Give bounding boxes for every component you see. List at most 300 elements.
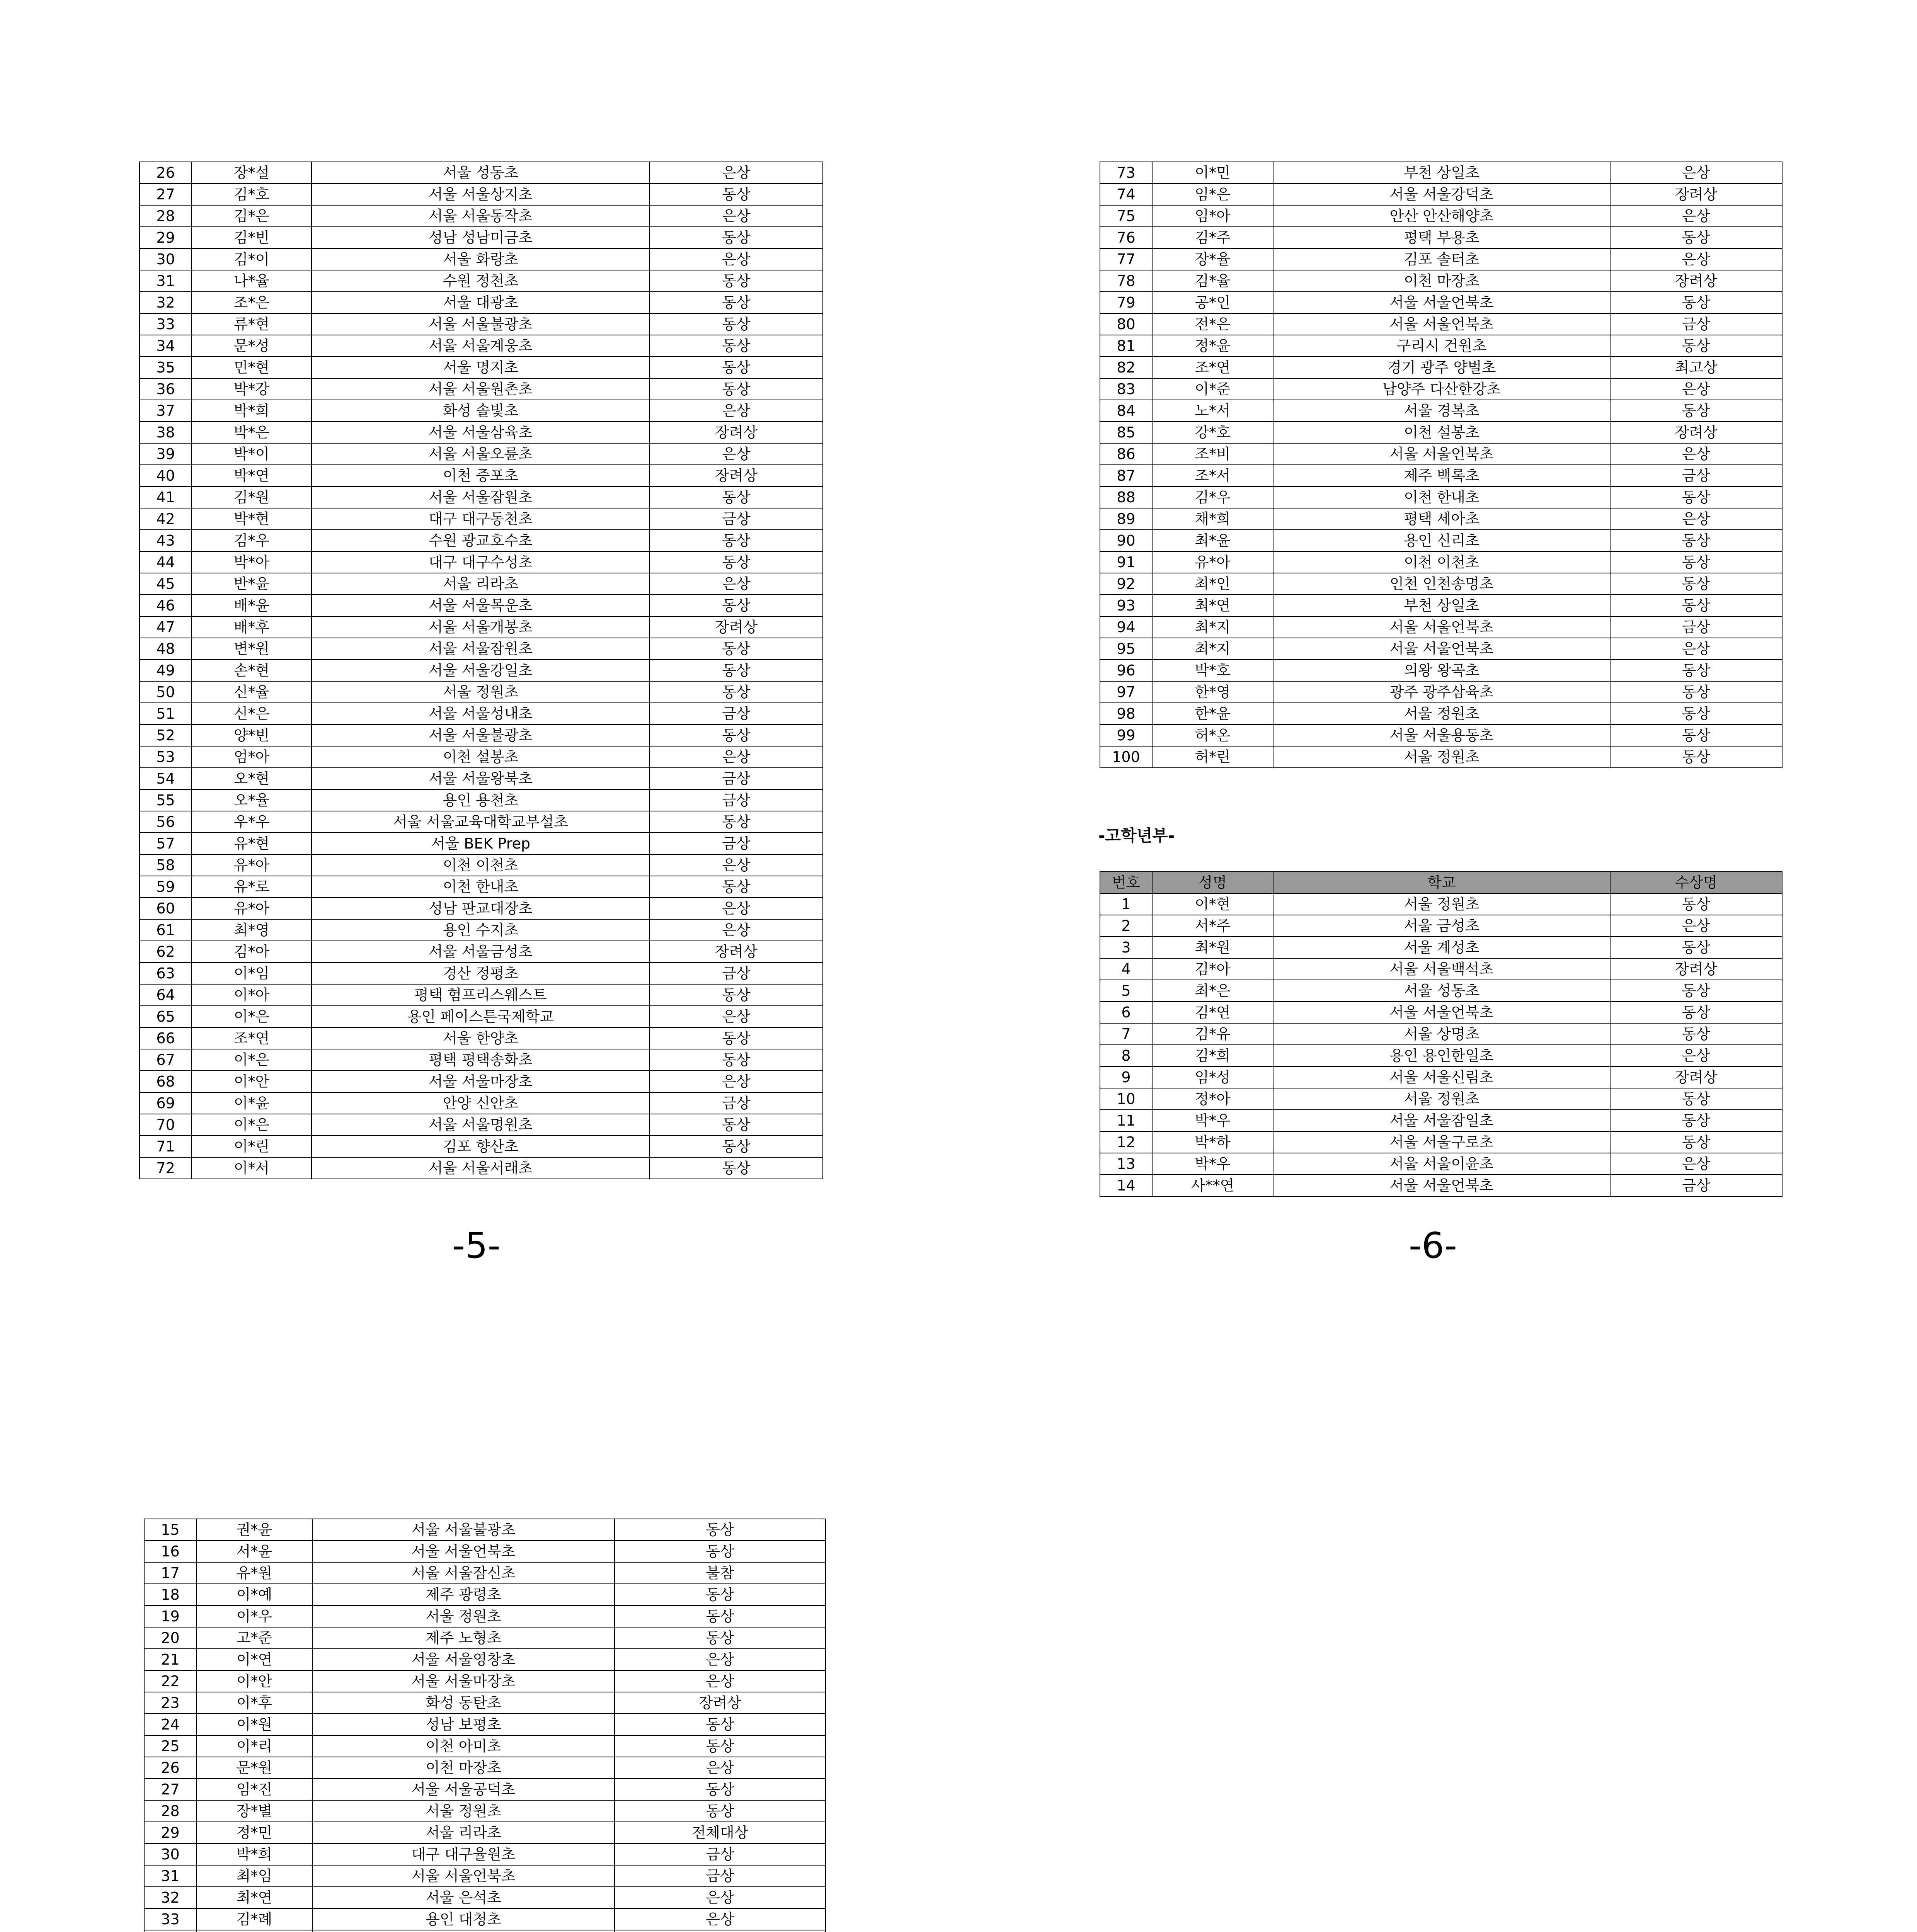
cell-award: 최고상	[1610, 357, 1782, 378]
cell-number: 50	[140, 681, 192, 703]
cell-number: 16	[144, 1541, 196, 1562]
cell-award: 동상	[1610, 1131, 1782, 1153]
cell-name: 유*로	[192, 876, 312, 898]
table-row	[144, 1714, 826, 1735]
cell-name: 조*서	[1152, 465, 1273, 486]
cell-name: 이*우	[196, 1605, 312, 1627]
cell-award: 금상	[650, 789, 823, 811]
cell-school: 서울 서울언북초	[1273, 1175, 1610, 1196]
cell-school: 서울 화랑초	[312, 248, 650, 270]
cell-school: 이천 이천초	[1273, 551, 1610, 573]
table-row	[1100, 205, 1782, 227]
table-row	[140, 941, 823, 963]
cell-award: 은상	[1610, 378, 1782, 400]
cell-name	[196, 1930, 312, 1932]
cell-award: 은상	[650, 205, 823, 227]
cell-school: 평택 부용초	[1273, 227, 1610, 248]
cell-name: 이*임	[192, 963, 312, 984]
cell-award: 은상	[1610, 915, 1782, 937]
cell-name: 이*서	[192, 1157, 312, 1179]
table-row	[140, 292, 823, 313]
table-row	[140, 443, 823, 465]
cell-name: 공*인	[1152, 292, 1273, 313]
cell-number: 56	[140, 811, 192, 833]
cell-name: 박*하	[1152, 1131, 1273, 1153]
cell-number: 38	[140, 422, 192, 443]
cell-school: 용인 수지초	[312, 919, 650, 941]
cell-award: 은상	[1610, 508, 1782, 530]
cell-school: 안양 신안초	[312, 1092, 650, 1114]
cell-school: 이천 설봉초	[1273, 422, 1610, 443]
table-row	[144, 1692, 826, 1714]
page-5	[0, 0, 958, 1355]
table-row	[1100, 313, 1782, 335]
table-row	[144, 1757, 826, 1779]
cell-number: 27	[140, 184, 192, 205]
cell-school: 이천 마장초	[1273, 270, 1610, 292]
cell-award: 동상	[1610, 980, 1782, 1002]
table-row	[1100, 357, 1782, 378]
cell-name: 김*연	[1152, 1002, 1273, 1023]
table-row	[1100, 1066, 1782, 1088]
cell-name: 신*은	[192, 703, 312, 724]
cell-name: 유*아	[192, 854, 312, 876]
cell-award: 금상	[650, 1092, 823, 1114]
cell-number: 44	[140, 551, 192, 573]
table-row	[140, 1092, 823, 1114]
cell-number: 86	[1100, 443, 1152, 465]
cell-award: 장려상	[650, 616, 823, 638]
cell-number: 25	[144, 1735, 196, 1757]
cell-award: 은상	[650, 1071, 823, 1092]
cell-number: 14	[1100, 1175, 1152, 1196]
cell-award: 동상	[1610, 1023, 1782, 1045]
table-row	[1100, 638, 1782, 660]
cell-name: 변*원	[192, 638, 312, 660]
cell-school: 서울 서울언북초	[1273, 443, 1610, 465]
page6-results-table	[1100, 162, 1783, 768]
cell-name: 박*연	[192, 465, 312, 486]
column-header: 학교	[1273, 872, 1610, 893]
table-row	[144, 1779, 826, 1800]
cell-school	[312, 1930, 615, 1932]
cell-name: 박*희	[192, 400, 312, 422]
cell-award: 동상	[1610, 703, 1782, 724]
table-row	[144, 1908, 826, 1930]
cell-award: 동상	[615, 1800, 826, 1822]
cell-number: 11	[1100, 1110, 1152, 1131]
cell-name: 최*임	[196, 1865, 312, 1887]
cell-number: 27	[144, 1779, 196, 1800]
table-row	[140, 919, 823, 941]
cell-number: 93	[1100, 595, 1152, 616]
cell-school: 서울 정원초	[312, 1605, 615, 1627]
cell-award: 동상	[1610, 335, 1782, 357]
cell-number: 75	[1100, 205, 1152, 227]
cell-award: 동상	[650, 1136, 823, 1157]
cell-name: 오*율	[192, 789, 312, 811]
cell-school: 서울 은석초	[312, 1887, 615, 1908]
cell-name: 박*현	[192, 508, 312, 530]
cell-name: 서*윤	[196, 1541, 312, 1562]
cell-number: 77	[1100, 248, 1152, 270]
cell-name: 김*호	[192, 184, 312, 205]
cell-school: 서울 서울언북초	[312, 1865, 615, 1887]
cell-school: 서울 서울불광초	[312, 724, 650, 746]
cell-number: 71	[140, 1136, 192, 1157]
cell-award: 동상	[650, 227, 823, 248]
cell-school: 서울 서울금성초	[312, 941, 650, 963]
table-row	[1100, 1153, 1782, 1175]
cell-name: 한*영	[1152, 681, 1273, 703]
cell-number: 20	[144, 1627, 196, 1649]
cell-name: 임*아	[1152, 205, 1273, 227]
cell-number: 59	[140, 876, 192, 898]
cell-name: 장*별	[196, 1800, 312, 1822]
cell-school: 광주 광주삼육초	[1273, 681, 1610, 703]
cell-school: 평택 평택송화초	[312, 1049, 650, 1071]
table-row	[140, 378, 823, 400]
page-7	[0, 1355, 958, 1932]
cell-number: 6	[1100, 1002, 1152, 1023]
cell-school: 서울 정원초	[1273, 893, 1610, 915]
cell-school: 이천 아미초	[312, 1735, 615, 1757]
cell-award: 은상	[615, 1649, 826, 1670]
cell-number: 33	[140, 313, 192, 335]
cell-name: 조*연	[1152, 357, 1273, 378]
cell-number: 26	[140, 162, 192, 184]
cell-award: 장려상	[1610, 958, 1782, 980]
cell-award: 동상	[1610, 573, 1782, 595]
cell-school: 서울 서울언북초	[312, 1541, 615, 1562]
cell-school: 서울 서울원촌초	[312, 378, 650, 400]
cell-number: 47	[140, 616, 192, 638]
table-row	[140, 768, 823, 789]
cell-name: 박*강	[192, 378, 312, 400]
cell-award: 동상	[1610, 530, 1782, 551]
cell-number: 43	[140, 530, 192, 551]
cell-number: 30	[144, 1844, 196, 1865]
cell-school: 이천 한내초	[1273, 486, 1610, 508]
cell-school: 성남 보평초	[312, 1714, 615, 1735]
table-row	[1100, 1088, 1782, 1110]
cell-number: 79	[1100, 292, 1152, 313]
cell-name: 나*율	[192, 270, 312, 292]
table-row	[1100, 1110, 1782, 1131]
table-row	[1100, 915, 1782, 937]
table-row	[140, 422, 823, 443]
cell-award	[615, 1930, 826, 1932]
cell-number: 34	[140, 335, 192, 357]
cell-name: 배*윤	[192, 595, 312, 616]
cell-number: 40	[140, 465, 192, 486]
cell-number: 69	[140, 1092, 192, 1114]
cell-award: 동상	[650, 1027, 823, 1049]
table-row	[1100, 378, 1782, 400]
cell-school: 서울 서울동작초	[312, 205, 650, 227]
cell-school: 서울 서울불광초	[312, 313, 650, 335]
cell-number: 53	[140, 746, 192, 768]
cell-award: 장려상	[650, 422, 823, 443]
cell-name: 권*윤	[196, 1519, 312, 1541]
cell-school: 안산 안산해양초	[1273, 205, 1610, 227]
cell-school: 화성 동탄초	[312, 1692, 615, 1714]
table-row	[140, 681, 823, 703]
cell-award: 동상	[1610, 292, 1782, 313]
cell-school: 성남 성남미금초	[312, 227, 650, 248]
cell-school: 서울 정원초	[1273, 1088, 1610, 1110]
table-row	[1100, 616, 1782, 638]
cell-award: 은상	[650, 443, 823, 465]
table-row	[140, 854, 823, 876]
cell-school: 서울 서울삼육초	[312, 422, 650, 443]
column-header: 수상명	[1610, 872, 1782, 893]
cell-school: 서울 서울이윤초	[1273, 1153, 1610, 1175]
table-row	[1100, 1002, 1782, 1023]
table-row	[1100, 465, 1782, 486]
cell-school: 이천 이천초	[312, 854, 650, 876]
cell-award: 장려상	[615, 1692, 826, 1714]
table-row	[144, 1584, 826, 1605]
cell-name: 임*진	[196, 1779, 312, 1800]
cell-name: 최*지	[1152, 638, 1273, 660]
cell-name: 유*원	[196, 1562, 312, 1584]
cell-number: 5	[1100, 980, 1152, 1002]
cell-name: 이*후	[196, 1692, 312, 1714]
cell-name: 이*안	[192, 1071, 312, 1092]
cell-number: 81	[1100, 335, 1152, 357]
cell-name: 박*우	[1152, 1153, 1273, 1175]
table-row	[140, 508, 823, 530]
cell-award: 금상	[650, 508, 823, 530]
table-row	[140, 205, 823, 227]
cell-school: 성남 판교대장초	[312, 898, 650, 919]
cell-name: 김*이	[192, 248, 312, 270]
cell-name: 엄*아	[192, 746, 312, 768]
cell-school: 서울 대광초	[312, 292, 650, 313]
cell-school: 서울 한양초	[312, 1027, 650, 1049]
table-row	[140, 1027, 823, 1049]
cell-number: 61	[140, 919, 192, 941]
cell-award: 장려상	[1610, 184, 1782, 205]
cell-school: 서울 서울공덕초	[312, 1779, 615, 1800]
cell-number: 54	[140, 768, 192, 789]
cell-award: 은상	[1610, 1045, 1782, 1066]
cell-school: 서울 서울목운초	[312, 595, 650, 616]
cell-award: 동상	[650, 551, 823, 573]
cell-number: 92	[1100, 573, 1152, 595]
cell-number: 39	[140, 443, 192, 465]
table-row	[140, 227, 823, 248]
cell-award: 동상	[1610, 1110, 1782, 1131]
cell-number: 89	[1100, 508, 1152, 530]
cell-school: 서울 정원초	[1273, 746, 1610, 768]
table-row	[140, 1157, 823, 1179]
table-row	[1100, 443, 1782, 465]
cell-name: 반*윤	[192, 573, 312, 595]
cell-name: 장*설	[192, 162, 312, 184]
cell-name: 오*현	[192, 768, 312, 789]
table-row	[140, 551, 823, 573]
cell-number: 4	[1100, 958, 1152, 980]
table-row	[140, 789, 823, 811]
cell-number: 15	[144, 1519, 196, 1541]
cell-award: 동상	[650, 357, 823, 378]
table-row	[1100, 248, 1782, 270]
cell-award: 은상	[1610, 248, 1782, 270]
cell-name: 손*현	[192, 660, 312, 681]
table-row	[140, 833, 823, 854]
cell-name: 정*윤	[1152, 335, 1273, 357]
cell-award: 동상	[1610, 1002, 1782, 1023]
cell-school: 서울 명지초	[312, 357, 650, 378]
cell-school: 서울 서울언북초	[1273, 1002, 1610, 1023]
cell-number: 32	[144, 1887, 196, 1908]
cell-name: 이*준	[1152, 378, 1273, 400]
cell-name: 이*안	[196, 1670, 312, 1692]
table-row	[144, 1735, 826, 1757]
table-row	[1100, 486, 1782, 508]
cell-number: 64	[140, 984, 192, 1006]
cell-name: 김*유	[1152, 1023, 1273, 1045]
cell-school: 서울 BEK Prep	[312, 833, 650, 854]
cell-award: 동상	[615, 1779, 826, 1800]
cell-name: 이*은	[192, 1114, 312, 1136]
cell-number: 94	[1100, 616, 1152, 638]
cell-school: 서울 정원초	[1273, 703, 1610, 724]
cell-award: 동상	[1610, 1088, 1782, 1110]
cell-award: 동상	[650, 876, 823, 898]
table-row	[140, 1006, 823, 1027]
cell-award: 은상	[615, 1670, 826, 1692]
cell-school: 수원 광교호수초	[312, 530, 650, 551]
cell-name: 민*현	[192, 357, 312, 378]
table-row	[140, 184, 823, 205]
cell-name: 김*희	[1152, 1045, 1273, 1066]
cell-award: 동상	[615, 1714, 826, 1735]
cell-award: 동상	[1610, 746, 1782, 768]
table-row	[1100, 1023, 1782, 1045]
cell-name: 유*현	[192, 833, 312, 854]
cell-award: 동상	[1610, 681, 1782, 703]
cell-award: 동상	[1610, 937, 1782, 958]
cell-name: 이*아	[192, 984, 312, 1006]
cell-school: 서울 서울구로초	[1273, 1131, 1610, 1153]
table-row	[144, 1649, 826, 1670]
cell-number: 95	[1100, 638, 1152, 660]
table-row	[144, 1670, 826, 1692]
cell-school: 서울 서울신림초	[1273, 1066, 1610, 1088]
cell-name: 이*은	[192, 1006, 312, 1027]
cell-name: 채*희	[1152, 508, 1273, 530]
cell-award: 동상	[1610, 893, 1782, 915]
table-row	[1100, 400, 1782, 422]
cell-name: 박*은	[192, 422, 312, 443]
cell-award: 은상	[650, 573, 823, 595]
cell-school: 이천 마장초	[312, 1757, 615, 1779]
cell-award: 금상	[1610, 465, 1782, 486]
cell-number: 23	[144, 1692, 196, 1714]
cell-award: 동상	[650, 681, 823, 703]
cell-name: 김*아	[1152, 958, 1273, 980]
cell-award: 동상	[650, 270, 823, 292]
table-row	[1100, 958, 1782, 980]
table-row	[144, 1519, 826, 1541]
cell-name: 김*은	[192, 205, 312, 227]
cell-award: 은상	[615, 1757, 826, 1779]
cell-award: 동상	[650, 378, 823, 400]
cell-name: 최*연	[196, 1887, 312, 1908]
cell-number: 42	[140, 508, 192, 530]
cell-name: 우*우	[192, 811, 312, 833]
cell-name: 노*서	[1152, 400, 1273, 422]
cell-award: 동상	[615, 1541, 826, 1562]
cell-award: 동상	[615, 1735, 826, 1757]
cell-number: 67	[140, 1049, 192, 1071]
cell-award: 동상	[650, 1114, 823, 1136]
table-row	[1100, 292, 1782, 313]
cell-award: 은상	[1610, 162, 1782, 184]
cell-school: 용인 페이스튼국제학교	[312, 1006, 650, 1027]
cell-school: 서울 서울마장초	[312, 1071, 650, 1092]
cell-award: 은상	[650, 1006, 823, 1027]
cell-name: 문*성	[192, 335, 312, 357]
table-row	[1100, 1175, 1782, 1196]
table-row	[140, 248, 823, 270]
table-row	[140, 573, 823, 595]
table-header-row	[1100, 872, 1782, 893]
cell-name: 유*아	[1152, 551, 1273, 573]
cell-award: 은상	[650, 162, 823, 184]
cell-number: 82	[1100, 357, 1152, 378]
section-title-upper-grade: -고학년부-	[1098, 826, 1175, 845]
cell-number: 87	[1100, 465, 1152, 486]
cell-award: 은상	[650, 746, 823, 768]
cell-school: 서울 서울서래초	[312, 1157, 650, 1179]
cell-school: 서울 금성초	[1273, 915, 1610, 937]
cell-school: 서울 정원초	[312, 681, 650, 703]
cell-name: 조*은	[192, 292, 312, 313]
cell-number: 73	[1100, 162, 1152, 184]
cell-number: 21	[144, 1649, 196, 1670]
table-row	[1100, 1045, 1782, 1066]
table-row	[140, 595, 823, 616]
cell-school: 이천 증포초	[312, 465, 650, 486]
cell-number: 26	[144, 1757, 196, 1779]
cell-award: 금상	[650, 833, 823, 854]
cell-number: 98	[1100, 703, 1152, 724]
cell-award: 동상	[650, 530, 823, 551]
cell-number: 78	[1100, 270, 1152, 292]
cell-school: 서울 서울잠원초	[312, 486, 650, 508]
cell-school: 수원 정천초	[312, 270, 650, 292]
cell-name: 박*아	[192, 551, 312, 573]
cell-award: 은상	[650, 400, 823, 422]
cell-number: 13	[1100, 1153, 1152, 1175]
table-row	[140, 876, 823, 898]
table-row	[140, 638, 823, 660]
table-row	[1100, 530, 1782, 551]
cell-name: 이*현	[1152, 893, 1273, 915]
cell-award: 동상	[650, 595, 823, 616]
cell-award: 금상	[1610, 313, 1782, 335]
cell-award: 불참	[615, 1562, 826, 1584]
table-row	[1100, 335, 1782, 357]
cell-number: 29	[140, 227, 192, 248]
cell-name: 이*윤	[192, 1092, 312, 1114]
table-row	[144, 1887, 826, 1908]
cell-school: 용인 신리초	[1273, 530, 1610, 551]
